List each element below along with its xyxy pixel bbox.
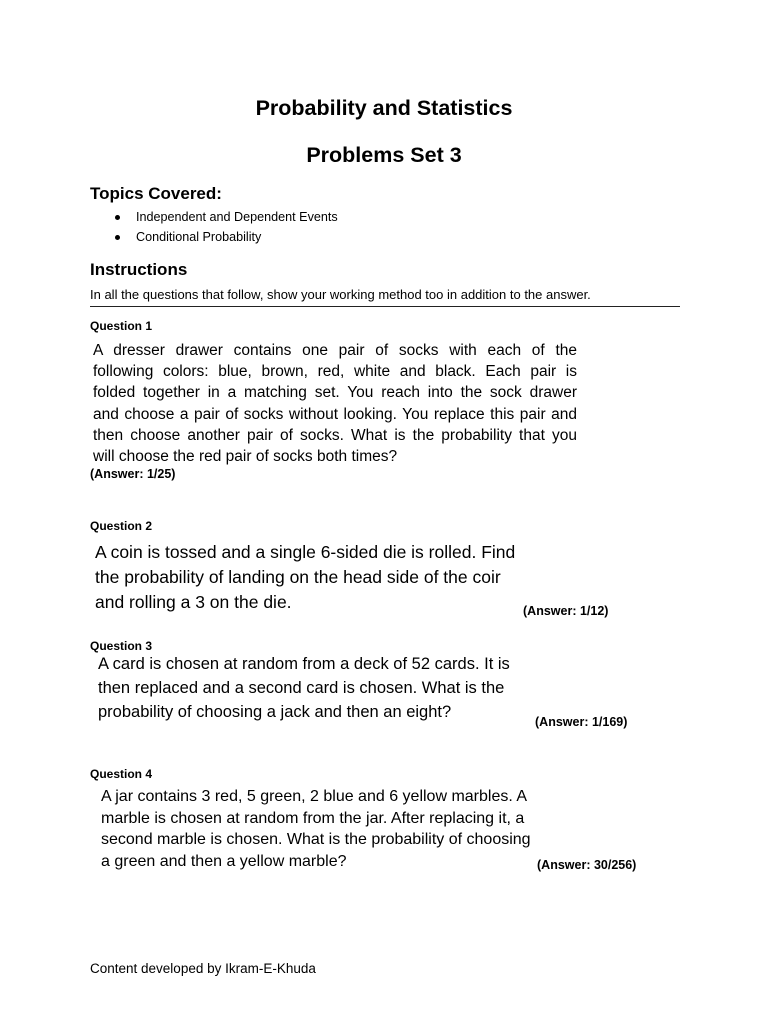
bullet-icon: [115, 215, 120, 220]
question-line: then choose another pair of socks. What is the probability that you: [93, 426, 577, 444]
question-line: A coin is tossed and a single 6-sided die is rolled. Find: [95, 542, 516, 562]
question-line: marble is chosen at random from the jar. After replacing it, a: [101, 809, 525, 827]
topics-heading: Topics Covered:: [90, 184, 222, 203]
question-line: second marble is chosen. What is the probability of choosing: [101, 831, 531, 849]
question-2-label: Question 2: [90, 519, 153, 533]
footer-credit: Content developed by Ikram-E-Khuda: [90, 961, 316, 976]
question-line: and rolling a 3 on the die.: [95, 592, 292, 612]
question-line: following colors: blue, brown, red, white and black. Each pair is: [93, 363, 577, 381]
section-divider: [90, 306, 680, 307]
question-line: and choose a pair of socks without looking. You replace this pair and: [93, 405, 577, 423]
topic-list-item: [112, 208, 338, 226]
document-title: Probability and Statistics: [255, 96, 513, 120]
question-2-text: [95, 540, 523, 615]
question-line: probability of choosing a jack and then an eight?: [98, 703, 452, 721]
question-line: A dresser drawer contains one pair of socks with each of the: [93, 342, 577, 359]
question-1-label: Question 1: [90, 319, 153, 333]
question-line: will choose the red pair of socks both times?: [93, 447, 398, 465]
bullet-icon: [115, 235, 120, 240]
document-subtitle: Problems Set 3: [306, 143, 462, 167]
instructions-text: In all the questions that follow, show your working method too in addition to the answer.: [90, 287, 591, 302]
question-1-text: [93, 340, 577, 467]
question-line: A jar contains 3 red, 5 green, 2 blue and 6 yellow marbles. A: [101, 788, 528, 805]
topic-label: Independent and Dependent Events: [136, 210, 338, 224]
question-line: folded together in a matching set. You reach into the sock drawer: [93, 384, 577, 402]
topic-label: Conditional Probability: [136, 230, 262, 244]
question-line: a green and then a yellow marble?: [101, 853, 347, 871]
question-line: the probability of landing on the head side of the coir: [95, 567, 501, 587]
instructions-heading: Instructions: [90, 260, 188, 279]
question-line: then replaced and a second card is chosen. What is the: [98, 679, 505, 697]
question-3-answer: (Answer: 1/169): [535, 715, 628, 729]
question-4-label: Question 4: [90, 767, 153, 781]
question-4-answer: (Answer: 30/256): [537, 858, 637, 872]
question-line: A card is chosen at random from a deck of 52 cards. It is: [98, 655, 510, 673]
topic-list-item: [112, 228, 261, 246]
question-2-answer: (Answer: 1/12): [523, 604, 609, 618]
question-4-text: [101, 786, 541, 873]
question-3-text: [98, 652, 528, 724]
question-3-label: Question 3: [90, 639, 153, 653]
question-1-answer: (Answer: 1/25): [90, 467, 176, 481]
